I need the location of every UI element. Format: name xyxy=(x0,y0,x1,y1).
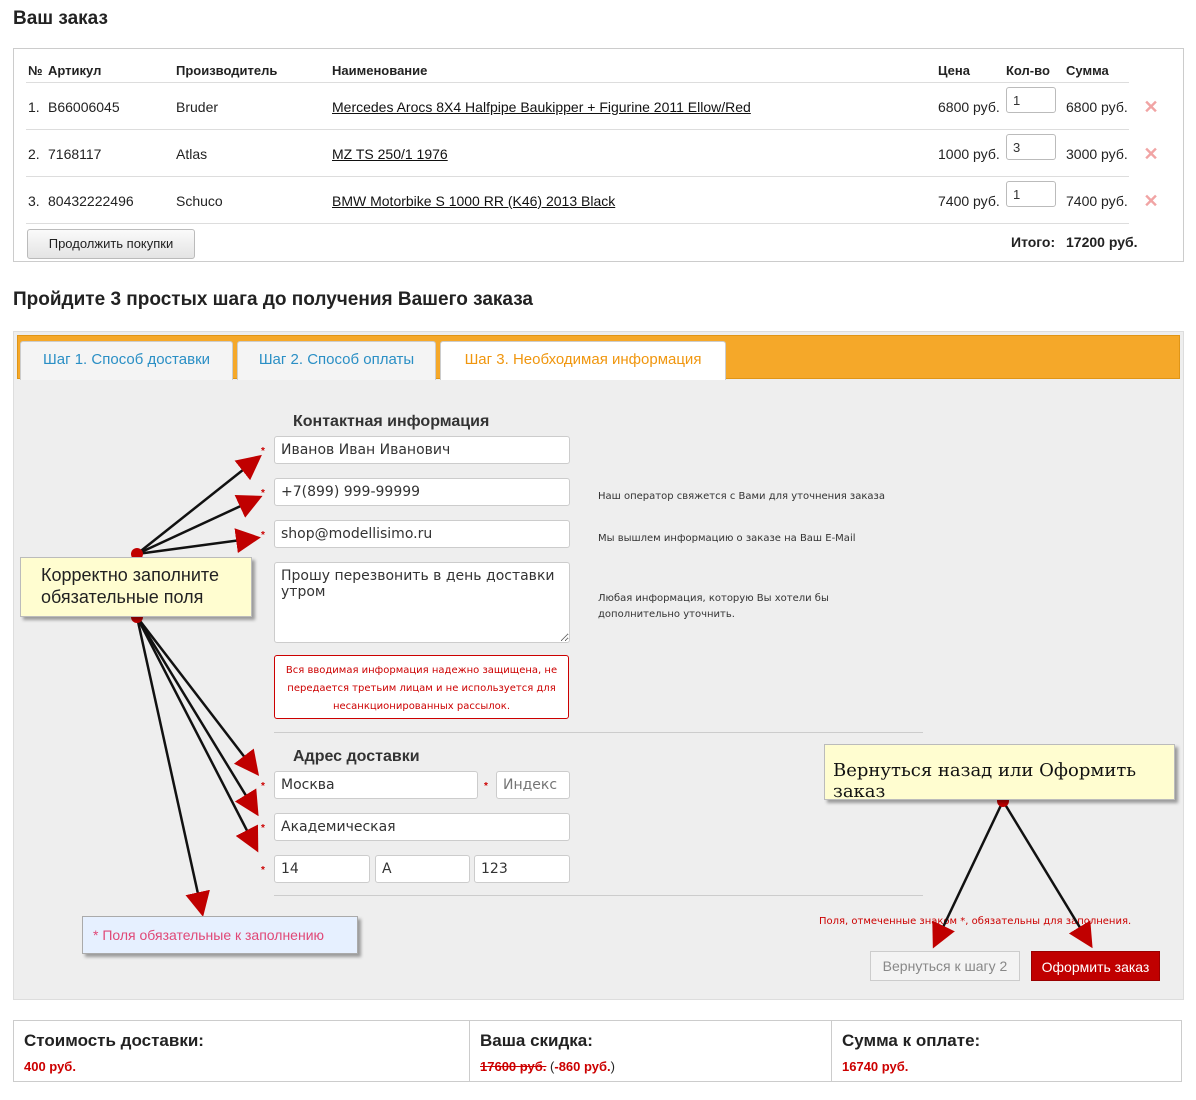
col-header-name: Наименование xyxy=(332,63,428,78)
tab-delivery[interactable]: Шаг 1. Способ доставки xyxy=(20,341,233,380)
required-star: * xyxy=(484,781,488,792)
row-num: 2. xyxy=(28,146,40,162)
annotation-required-fields: * Поля обязательные к заполнению xyxy=(82,916,358,954)
required-star: * xyxy=(261,781,265,792)
order-table xyxy=(13,48,1184,262)
required-star: * xyxy=(261,488,265,499)
discount-value: -860 руб. xyxy=(554,1059,611,1074)
product-link[interactable]: MZ TS 250/1 1976 xyxy=(332,146,448,162)
product-link[interactable]: BMW Motorbike S 1000 RR (K46) 2013 Black xyxy=(332,193,616,209)
total-pay-box xyxy=(831,1020,1182,1082)
close-x-icon[interactable]: ✕ xyxy=(1143,191,1159,211)
row-sum: 3000 руб. xyxy=(1066,146,1128,162)
col-header-price: Цена xyxy=(938,63,970,78)
header-divider xyxy=(26,82,1129,83)
submit-order-button[interactable]: Оформить заказ xyxy=(1031,951,1160,981)
col-header-sum: Сумма xyxy=(1066,63,1109,78)
delivery-cost-label: Стоимость доставки: xyxy=(24,1031,204,1050)
steps-tab-bar xyxy=(17,335,1180,379)
security-notice: Вся вводимая информация надежно защищена, не передается третьим лицам и не используется для несанкционированных рассылок. xyxy=(274,655,569,719)
total-pay-value: 16740 руб. xyxy=(842,1059,909,1074)
annotation-back-or-submit: Вернуться назад или Оформить заказ xyxy=(824,744,1175,800)
house-field[interactable] xyxy=(274,855,370,883)
row-divider xyxy=(26,129,1129,130)
total-label: Итого: xyxy=(1011,234,1056,250)
col-header-num: № xyxy=(28,63,43,78)
row-article: B66006045 xyxy=(48,99,120,115)
city-field[interactable] xyxy=(274,771,478,799)
flat-field[interactable] xyxy=(474,855,570,883)
steps-title: Пройдите 3 простых шага до получения Вашего заказа xyxy=(13,289,533,310)
total-pay-label: Сумма к оплате: xyxy=(842,1031,981,1050)
comment-hint: Любая информация, которую Вы хотели бы дополнительно уточнить. xyxy=(598,593,829,620)
discount-row: 17600 руб. (-860 руб.) xyxy=(480,1059,615,1074)
name-field[interactable] xyxy=(274,436,570,464)
total-value: 17200 руб. xyxy=(1066,234,1138,250)
comment-field[interactable] xyxy=(274,562,570,643)
continue-shopping-button[interactable]: Продолжить покупки xyxy=(27,229,195,259)
row-sum: 6800 руб. xyxy=(1066,99,1128,115)
row-divider xyxy=(26,223,1129,224)
product-link[interactable]: Mercedes Arocs 8X4 Halfpipe Baukipper + Figurine 2011 Ellow/Red xyxy=(332,99,751,115)
checkout-steps-panel xyxy=(13,331,1184,1000)
quantity-input[interactable] xyxy=(1006,134,1056,160)
tab-info[interactable]: Шаг 3. Необходимая информация xyxy=(440,341,726,380)
row-article: 80432222496 xyxy=(48,193,134,209)
email-hint: Мы вышлем информацию о заказе на Ваш E-Mail xyxy=(598,533,856,544)
discount-old-price: 17600 руб. xyxy=(480,1059,547,1074)
close-x-icon[interactable]: ✕ xyxy=(1143,144,1159,164)
required-star: * xyxy=(261,865,265,876)
required-note: Поля, отмеченные знаком *, обязательны для заполнения. xyxy=(819,916,1132,927)
col-header-maker: Производитель xyxy=(176,63,278,78)
building-field[interactable] xyxy=(375,855,470,883)
address-title: Адрес доставки xyxy=(293,748,420,765)
quantity-input[interactable] xyxy=(1006,87,1056,113)
section-divider xyxy=(274,895,923,896)
phone-hint: Наш оператор свяжется с Вами для уточнения заказа xyxy=(598,491,885,502)
required-star: * xyxy=(261,446,265,457)
contact-title: Контактная информация xyxy=(293,413,490,430)
row-sum: 7400 руб. xyxy=(1066,193,1128,209)
required-star: * xyxy=(261,530,265,541)
delivery-cost-value: 400 руб. xyxy=(24,1059,76,1074)
row-divider xyxy=(26,176,1129,177)
row-maker: Schuco xyxy=(176,193,223,209)
postal-index-field[interactable] xyxy=(496,771,570,799)
street-field[interactable] xyxy=(274,813,570,841)
row-maker: Bruder xyxy=(176,99,219,115)
tab-payment[interactable]: Шаг 2. Способ оплаты xyxy=(237,341,436,380)
row-price: 6800 руб. xyxy=(938,99,1000,115)
discount-label: Ваша скидка: xyxy=(480,1031,593,1050)
order-title: Ваш заказ xyxy=(13,8,108,29)
close-x-icon[interactable]: ✕ xyxy=(1143,97,1159,117)
delivery-cost-box xyxy=(13,1020,470,1082)
discount-box xyxy=(469,1020,832,1082)
back-to-step-2-button[interactable]: Вернуться к шагу 2 xyxy=(870,951,1020,981)
row-price: 1000 руб. xyxy=(938,146,1000,162)
row-article: 7168117 xyxy=(48,146,102,162)
col-header-article: Артикул xyxy=(48,63,102,78)
row-num: 1. xyxy=(28,99,40,115)
required-star: * xyxy=(261,823,265,834)
section-divider xyxy=(274,732,923,733)
col-header-qty: Кол-во xyxy=(1006,63,1050,78)
email-field[interactable] xyxy=(274,520,570,548)
row-maker: Atlas xyxy=(176,146,208,162)
row-price: 7400 руб. xyxy=(938,193,1000,209)
row-num: 3. xyxy=(28,193,40,209)
phone-field[interactable] xyxy=(274,478,570,506)
annotation-fill-required: Корректно заполните обязательные поля xyxy=(20,557,252,617)
quantity-input[interactable] xyxy=(1006,181,1056,207)
